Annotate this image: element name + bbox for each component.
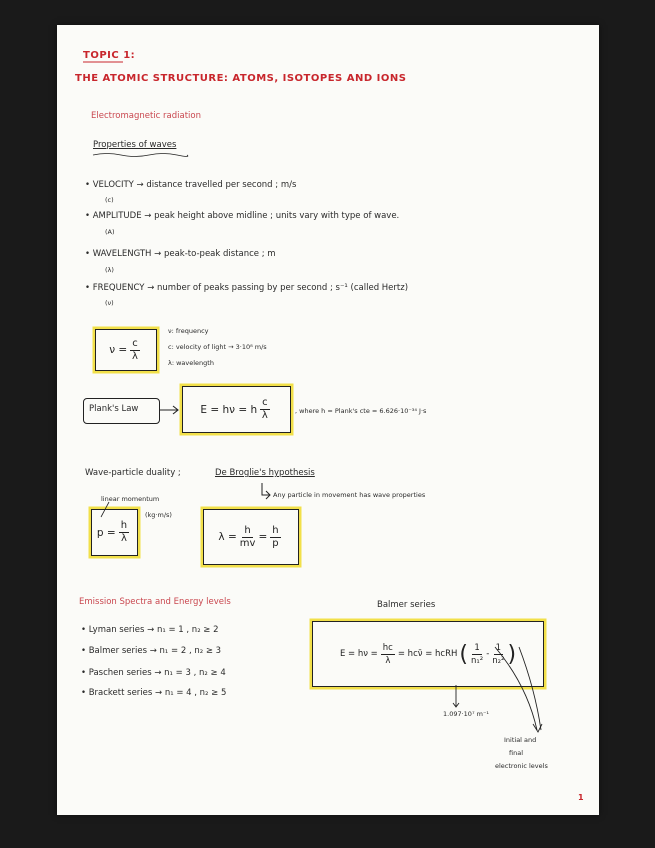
p-den: λ: [120, 533, 127, 544]
hand-drawn-strokes: [57, 25, 599, 815]
bullet-velocity: • VELOCITY → distance travelled per second ; m/s: [85, 180, 297, 190]
freq-den: λ: [132, 350, 138, 362]
balmer-num: hc: [382, 642, 393, 653]
de-broglie-hypothesis: De Broglie's hypothesis: [215, 468, 315, 478]
momentum-units-note: (kg·m/s): [145, 511, 172, 519]
bullet-frequency: • FREQUENCY → number of peaks passing by per second ; s⁻¹ (called Hertz): [85, 283, 409, 293]
balmer-f2-den: n₂²: [492, 655, 505, 666]
bullet-wavelength: • WAVELENGTH → peak-to-peak distance ; m: [85, 249, 276, 259]
paschen-series: • Paschen series → n₁ = 3 , n₂ ≥ 4: [81, 668, 226, 678]
balmer-minus: -: [486, 649, 490, 659]
brackett-series: • Brackett series → n₁ = 4 , n₂ ≥ 5: [81, 688, 227, 698]
balmer-den: λ: [385, 655, 391, 666]
plank-constant-note: , where h = Plank's cte = 6.626·10⁻³⁴ J·s: [295, 407, 427, 415]
symbol-velocity: (c): [105, 196, 114, 204]
plank-num: c: [262, 397, 268, 408]
symbol-wavelength: (λ): [105, 266, 114, 274]
section-heading-em-radiation: Electromagnetic radiation: [91, 111, 201, 121]
plank-den: λ: [261, 410, 268, 421]
lambda-num2: h: [272, 524, 279, 536]
lambda-eq: =: [258, 531, 268, 543]
section-heading-emission-spectra: Emission Spectra and Energy levels: [79, 597, 231, 607]
page-title: THE ATOMIC STRUCTURE: ATOMS, ISOTOPES AND IONS: [75, 73, 407, 84]
levels-note-2: final: [509, 749, 524, 757]
balmer-f1-den: n₁²: [470, 655, 484, 666]
symbol-frequency: (ν): [105, 299, 114, 307]
plank-law-label: Plank's Law: [89, 404, 139, 414]
balmer-formula-box: E = hν = $\frac{hc}{\lambda}$ = hcν̄ = hcRH ( $\frac{1}{\text{n₁²}}$ - $\frac{1}{\text{n₂²}}$ ): [312, 621, 544, 687]
freq-num: c: [132, 337, 138, 349]
bullet-amplitude: • AMPLITUDE → peak height above midline ; units vary with type of wave.: [85, 211, 400, 221]
linear-momentum-note: linear momentum: [101, 495, 160, 503]
lambda-lhs: λ =: [218, 531, 237, 543]
subheading-properties-of-waves: Properties of waves: [93, 140, 177, 150]
symbol-amplitude: (A): [105, 228, 115, 236]
any-particle-note: Any particle in movement has wave properties: [273, 491, 426, 499]
levels-note-3: electronic levels: [495, 762, 548, 770]
lambda-den1: mv: [239, 537, 256, 549]
balmer-lhs: E = hν =: [339, 649, 378, 659]
page-number: 1: [578, 793, 585, 802]
lambda-num1: h: [244, 524, 251, 536]
levels-note-1: Initial and: [504, 736, 537, 744]
note-velocity-light: c: velocity of light → 3·10⁸ m/s: [168, 343, 267, 351]
wave-particle-duality-label: Wave-particle duality ;: [85, 468, 181, 478]
balmer-mid: = hcν̄ = hcRH: [397, 649, 458, 659]
note-wavelength: λ: wavelength: [168, 359, 214, 367]
plank-lhs: E = hν = h: [200, 403, 258, 416]
balmer-series: • Balmer series → n₁ = 2 , n₂ ≥ 3: [81, 646, 222, 656]
freq-lhs: ν =: [109, 344, 128, 356]
topic-label: TOPIC 1:: [83, 50, 136, 61]
notebook-page: [57, 25, 599, 815]
p-num: h: [120, 520, 128, 531]
balmer-f2-num: 1: [495, 642, 502, 653]
lambda-den2: p: [272, 537, 279, 549]
note-frequency: ν: frequency: [168, 327, 209, 335]
p-lhs: p =: [96, 526, 116, 539]
balmer-series-label: Balmer series: [377, 600, 436, 610]
lyman-series: • Lyman series → n₁ = 1 , n₂ ≥ 2: [81, 625, 219, 635]
rydberg-constant: 1.097·10⁷ m⁻¹: [443, 710, 489, 718]
balmer-f1-num: 1: [474, 642, 480, 653]
